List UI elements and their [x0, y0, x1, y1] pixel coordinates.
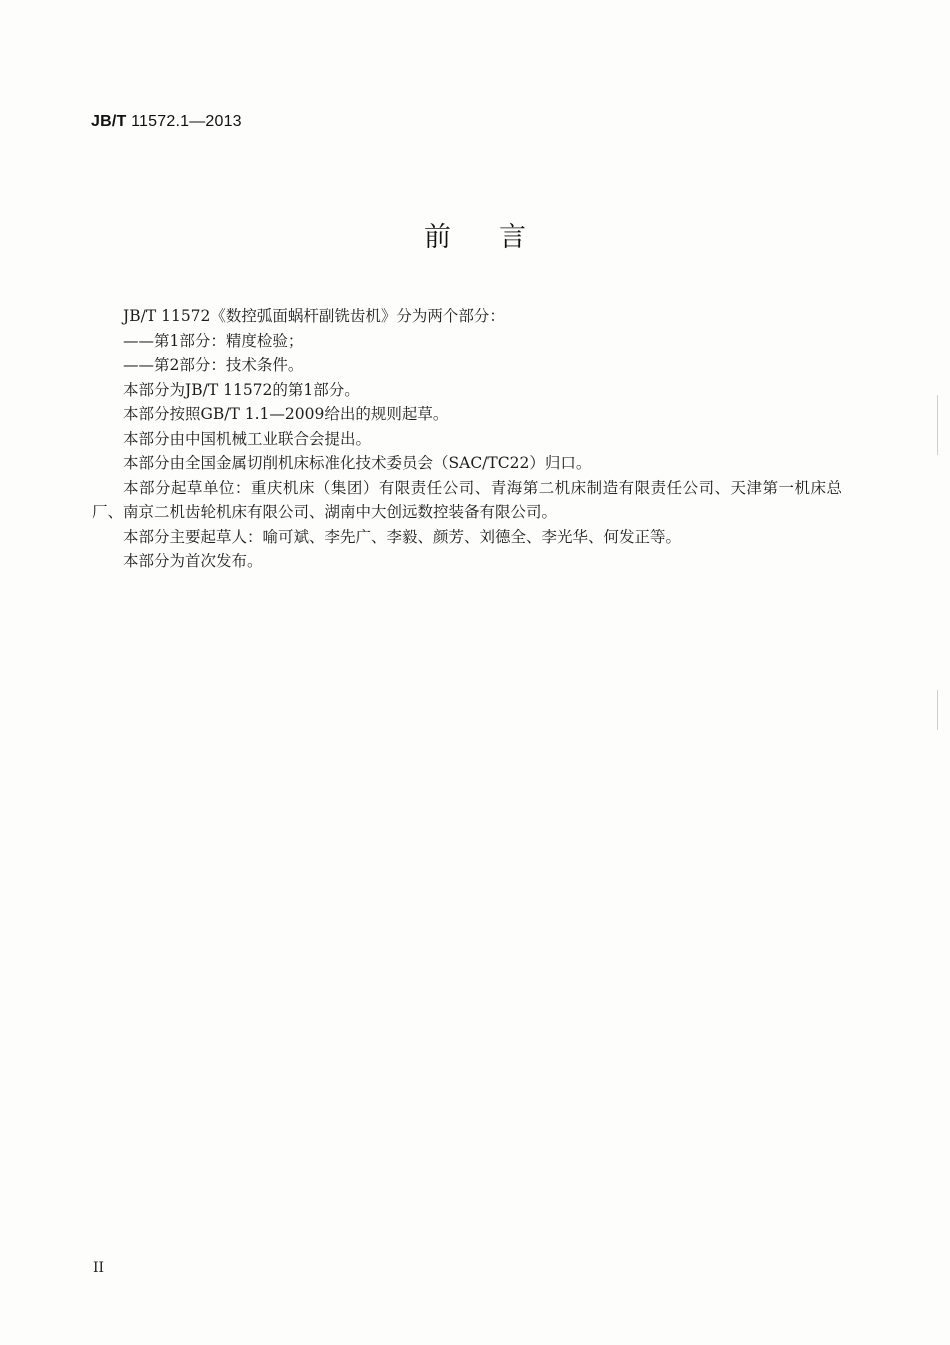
page-number: II [93, 1260, 105, 1276]
paragraph-drafting-units: 本部分起草单位：重庆机床（集团）有限责任公司、青海第二机床制造有限责任公司、天津第一机床总厂、南京二机齿轮机床有限公司、湖南中大创远数控装备有限公司。 [92, 478, 842, 521]
paragraph-part-1: ——第1部分：精度检验； [123, 331, 304, 350]
paragraph-drafting-rules: 本部分按照GB/T 1.1—2009给出的规则起草。 [123, 405, 449, 423]
page-title: 前言 [424, 222, 574, 253]
paragraph-first-release: 本部分为首次发布。 [123, 552, 263, 570]
standard-prefix: JB/T [91, 113, 127, 130]
paragraph-part-2: ——第2部分：技术条件。 [123, 356, 304, 374]
paragraph-main-drafters: 本部分主要起草人：喻可斌、李先广、李毅、颜芳、刘德全、李光华、何发正等。 [123, 527, 682, 546]
paragraph-series-intro: JB/T 11572《数控弧面蜗杆副铣齿机》分为两个部分： [123, 307, 505, 325]
paragraph-under-jurisdiction: 本部分由全国金属切削机床标准化技术委员会（SAC/TC22）归口。 [123, 454, 592, 472]
standard-code: 11572.1—2013 [131, 113, 242, 130]
paragraph-proposed-by: 本部分由中国机械工业联合会提出。 [123, 429, 372, 448]
paragraph-this-part: 本部分为JB/T 11572的第1部分。 [123, 380, 360, 399]
foreword-body [92, 304, 842, 574]
scan-edge-mark [937, 395, 938, 455]
standard-number [91, 113, 242, 131]
scan-edge-mark [937, 690, 938, 730]
